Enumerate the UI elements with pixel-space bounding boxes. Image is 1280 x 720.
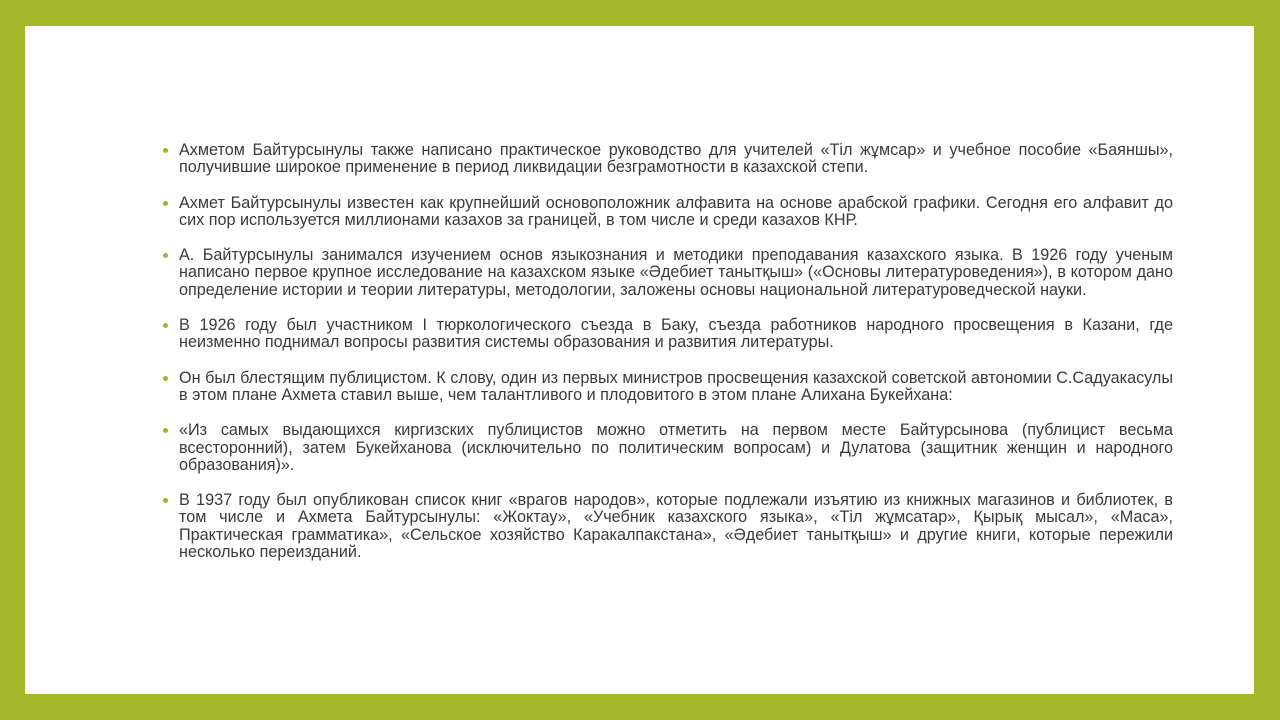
bullet-item: А. Байтурсынулы занимался изучением основ языкознания и методики преподавания казахского языка. В 1926 году ученым написано первое крупное исследование на казахском языке «Әдебиет танытқыш» («Основы литературоведения»), в котором дано определение истории и теории литературы, методологии, заложены основы национальной литературоведческой науки.: [179, 246, 1173, 299]
bullet-item: В 1937 году был опубликован список книг «врагов народов», которые подлежали изъятию из книжных магазинов и библиотек, в том числе и Ахмета Байтурсынулы: «Жоктау», «Учебник казахского языка», «Тіл жұмсатар», Қырық мысал», «Маса», Практическая грамматика», «Сельское хозяйство Каракалпакстана», «Әдебиет танытқыш» и другие книги, которые пережили несколько переизданий.: [179, 491, 1173, 562]
bullet-item: Ахметом Байтурсынулы также написано практическое руководство для учителей «Тіл жұмсар» и учебное пособие «Баяншы», получившие широкое применение в период ликвидации безграмотности в казахской степи.: [179, 141, 1173, 177]
bullet-item: В 1926 году был участником I тюркологического съезда в Баку, съезда работников народного просвещения в Казани, где неизменно поднимал вопросы развития системы образования и развития литературы.: [179, 316, 1173, 352]
bullet-item: «Из самых выдающихся киргизских публицистов можно отметить на первом месте Байтурсынова (публицист весьма всесторонний), затем Букейханова (исключительно по политическим вопросам) и Дулатова (защитник женщин и народного образования)».: [179, 421, 1173, 474]
bullet-list: [179, 142, 1173, 579]
slide: [25, 26, 1254, 694]
bullet-item: Он был блестящим публицистом. К слову, один из первых министров просвещения казахской советской автономии С.Садуакасулы в этом плане Ахмета ставил выше, чем талантливого и плодовитого в этом плане Алихана Букейхана:: [179, 368, 1173, 404]
bullet-item: Ахмет Байтурсынулы известен как крупнейший основоположник алфавита на основе арабской графики. Сегодня его алфавит до сих пор используется миллионами казахов за границей, в том числе и среди казахов КНР.: [179, 193, 1173, 229]
